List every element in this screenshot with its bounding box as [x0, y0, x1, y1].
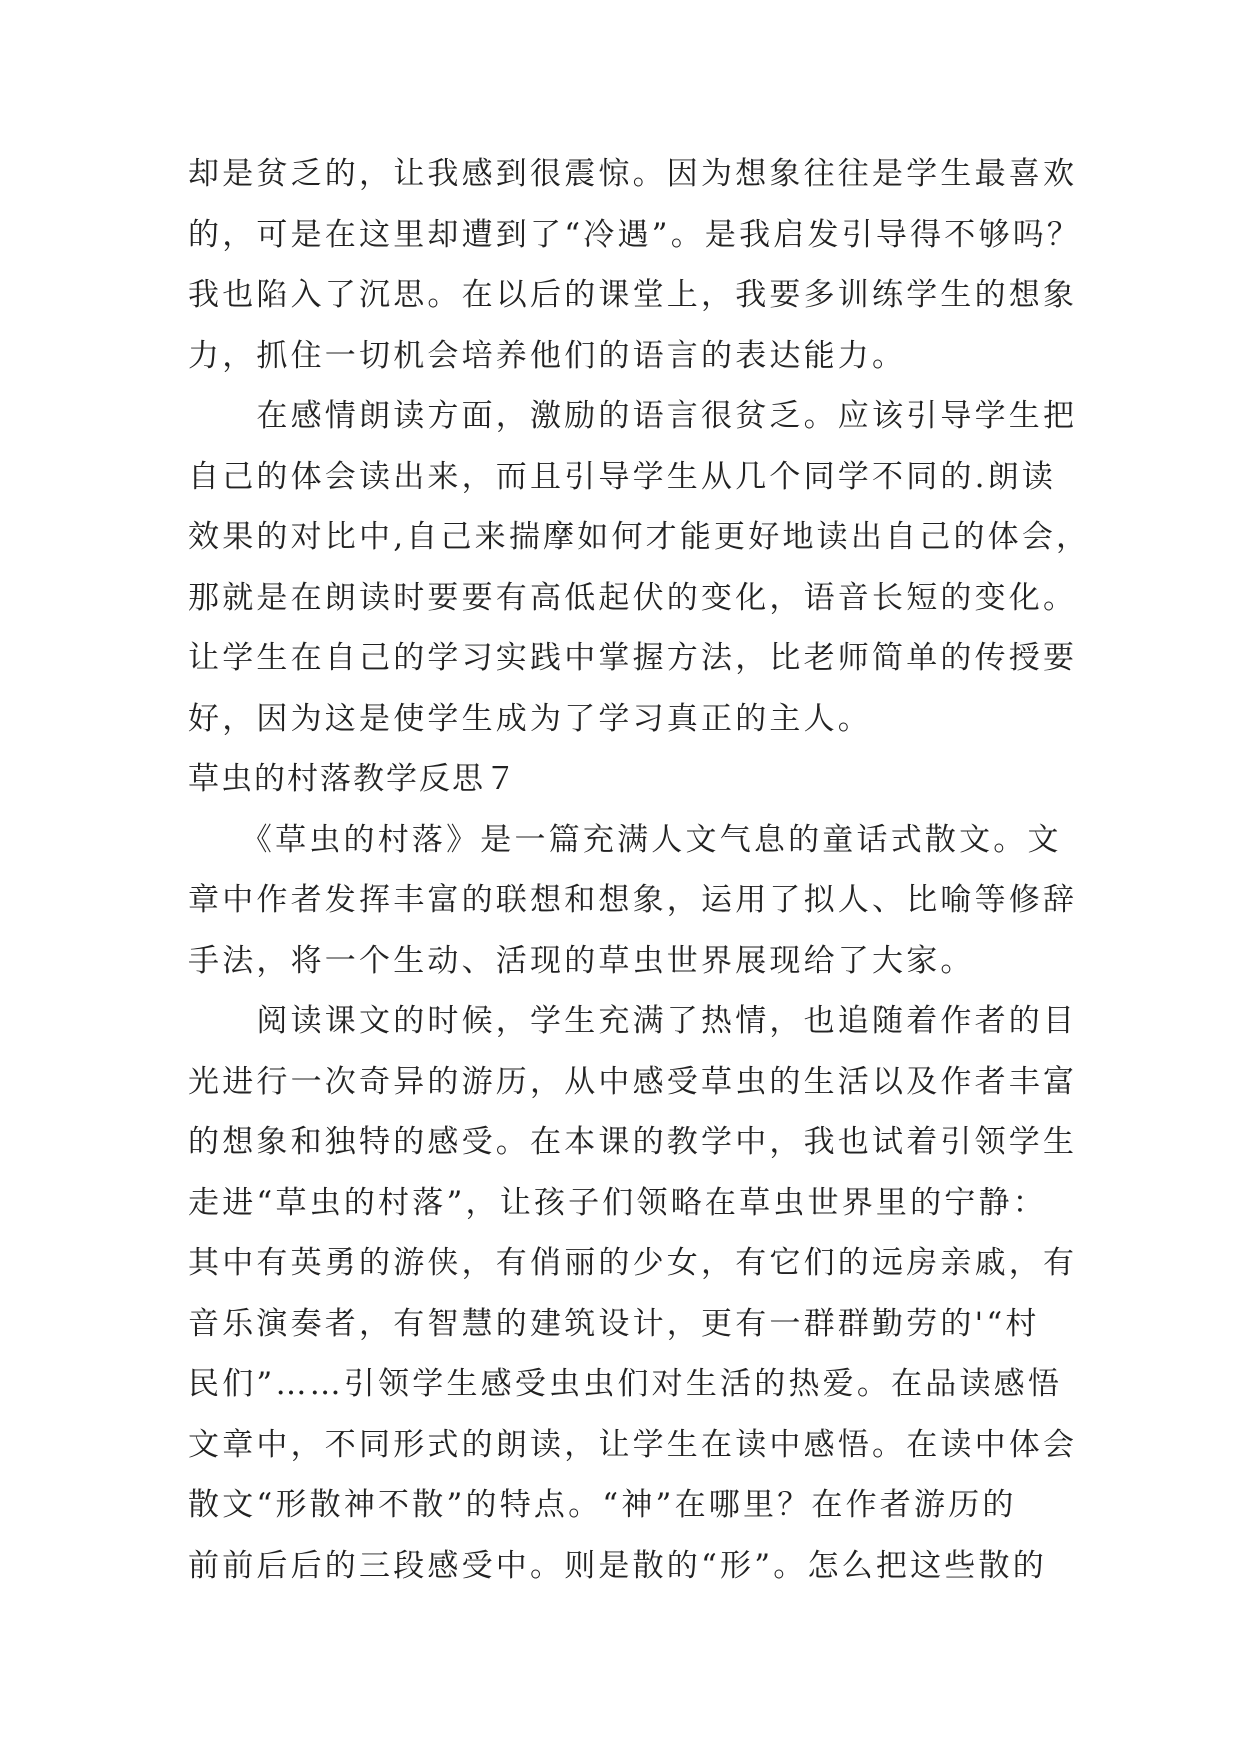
text-line: 民们”……引领学生感受虫虫们对生活的热爱。在品读感悟 — [188, 1366, 1063, 1402]
text-line: 散文“形散神不散”的特点。“神”在哪里？在作者游历的 — [188, 1487, 1017, 1523]
paragraph-start-line: 在感情朗读方面，激励的语言很贫乏。应该引导学生把 — [188, 398, 1078, 434]
paragraph-start-line: 《草虫的村落》是一篇充满人文气息的童话式散文。文 — [188, 821, 1062, 858]
text-line: 手法，将一个生动、活现的草虫世界展现给了大家。 — [188, 942, 975, 979]
paragraph-start-line: 阅读课文的时候，学生充满了热情，也追随着作者的目 — [188, 1003, 1078, 1039]
text-line: 好，因为这是使学生成为了学习真正的主人。 — [188, 700, 872, 737]
text-line: 章中作者发挥丰富的联想和想象，运用了拟人、比喻等修辞 — [188, 882, 1078, 918]
text-line: 其中有英勇的游侠，有俏丽的少女，有它们的远房亲戚，有 — [188, 1245, 1078, 1281]
section-heading: 草虫的村落教学反思７ — [188, 761, 518, 797]
text-line: 让学生在自己的学习实践中掌握方法，比老师简单的传授要 — [188, 640, 1078, 676]
document-body — [188, 144, 1091, 1596]
text-line: 的想象和独特的感受。在本课的教学中，我也试着引领学生 — [188, 1124, 1078, 1160]
text-line: 音乐演奏者，有智慧的建筑设计，更有一群群勤劳的'“村 — [188, 1305, 1040, 1342]
text-line: 文章中，不同形式的朗读，让学生在读中感悟。在读中体会 — [188, 1426, 1078, 1463]
text-line: 自己的体会读出来，而且引导学生从几个同学不同的.朗读 — [188, 458, 1057, 495]
text-line: 走进“草虫的村落”，让孩子们领略在草虫世界里的宁静： — [188, 1184, 1047, 1221]
text-line: 前前后后的三段感受中。则是散的“形”。怎么把这些散的 — [188, 1547, 1047, 1584]
text-line: 却是贫乏的，让我感到很震惊。因为想象往往是学生最喜欢 — [188, 156, 1078, 192]
text-line: 的，可是在这里却遭到了“冷遇”。是我启发引导得不够吗？ — [188, 216, 1082, 253]
text-line: 那就是在朗读时要要有高低起伏的变化，语音长短的变化。 — [188, 579, 1078, 616]
text-line: 光进行一次奇异的游历，从中感受草虫的生活以及作者丰富 — [188, 1063, 1078, 1100]
text-line: 我也陷入了沉思。在以后的课堂上，我要多训练学生的想象 — [188, 277, 1078, 313]
text-line: 效果的对比中,自己来揣摩如何才能更好地读出自己的体会， — [188, 519, 1091, 555]
text-line: 力，抓住一切机会培养他们的语言的表达能力。 — [188, 337, 907, 374]
